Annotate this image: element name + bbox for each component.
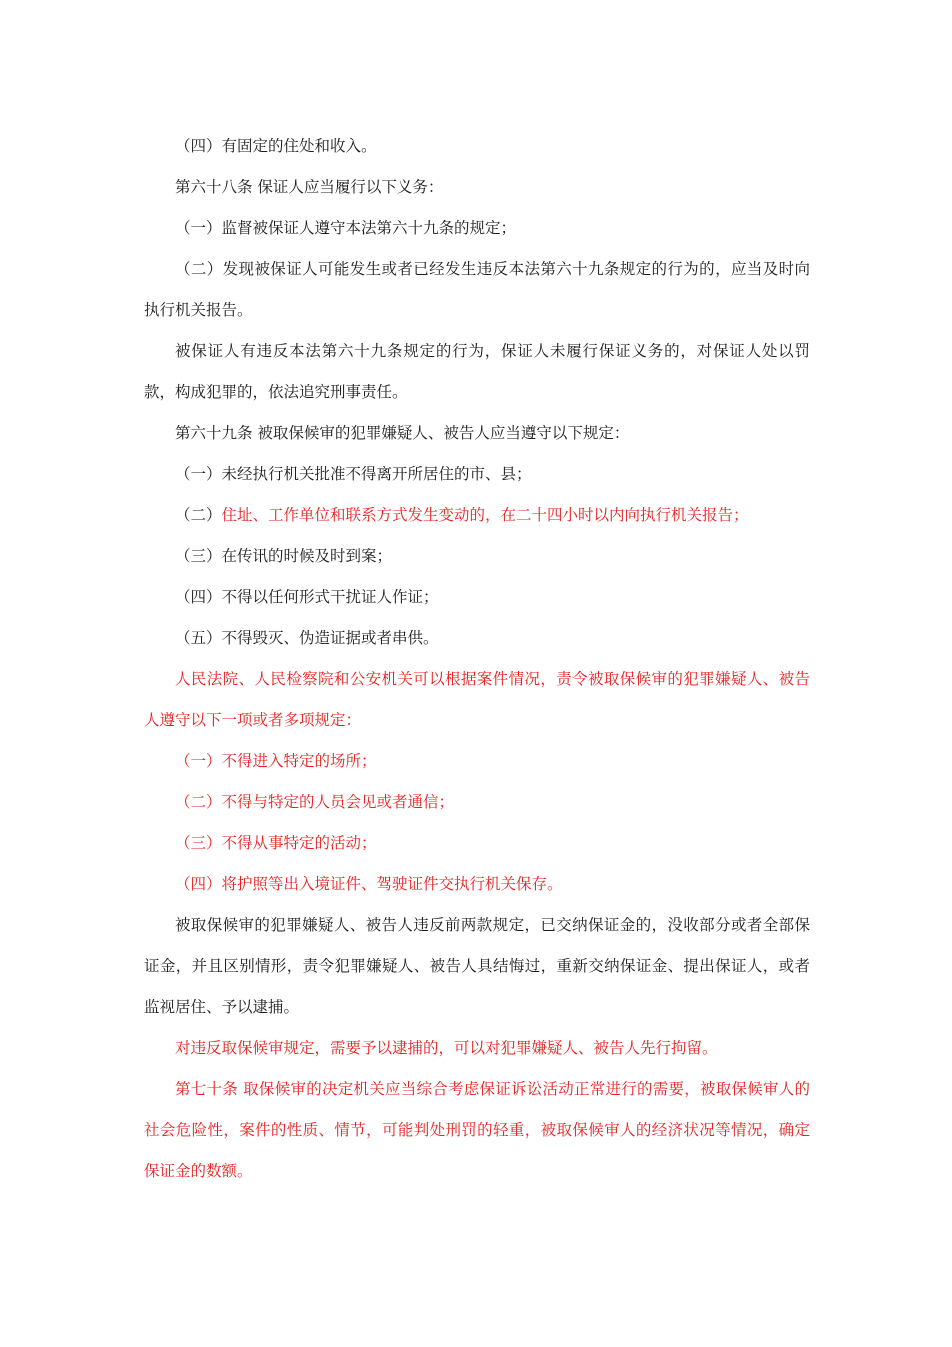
paragraph-item-4-residence [144, 126, 810, 167]
item-number: （二） [175, 506, 222, 524]
article-69-clause-4 [144, 1028, 810, 1069]
article-69-item-2 [144, 495, 810, 536]
article-69-item-3 [144, 536, 810, 577]
paragraph-text-highlighted: 对违反取保候审规定，需要予以逮捕的，可以对犯罪嫌疑人、被告人先行拘留。 [175, 1039, 718, 1057]
paragraph-text: 被取保候审的犯罪嫌疑人、被告人违反前两款规定，已交纳保证金的，没收部分或者全部保证金，并且区别情形，责令犯罪嫌疑人、被告人具结悔过，重新交纳保证金、提出保证人，或者监视居住、予以逮捕。 [144, 916, 810, 1016]
document-body [144, 126, 810, 1192]
article-70 [144, 1069, 810, 1192]
paragraph-text-highlighted: 住址、工作单位和联系方式发生变动的，在二十四小时以内向执行机关报告； [221, 506, 749, 524]
paragraph-text-highlighted: （二）不得与特定的人员会见或者通信； [175, 793, 455, 811]
article-69-clause-2-item-1 [144, 741, 810, 782]
article-68-item-1 [144, 208, 810, 249]
paragraph-text: 第六十八条 保证人应当履行以下义务： [175, 178, 444, 196]
paragraph-text: 被保证人有违反本法第六十九条规定的行为，保证人未履行保证义务的，对保证人处以罚款，构成犯罪的，依法追究刑事责任。 [144, 342, 810, 401]
article-69-item-5 [144, 618, 810, 659]
paragraph-text: （一）监督被保证人遵守本法第六十九条的规定； [175, 219, 517, 237]
paragraph-text: 第六十九条 被取保候审的犯罪嫌疑人、被告人应当遵守以下规定： [175, 424, 630, 442]
paragraph-text: （四）不得以任何形式干扰证人作证； [175, 588, 439, 606]
paragraph-text: （一）未经执行机关批准不得离开所居住的市、县； [175, 465, 532, 483]
article-68-item-2 [144, 249, 810, 331]
paragraph-text-highlighted: 人民法院、人民检察院和公安机关可以根据案件情况，责令被取保候审的犯罪嫌疑人、被告人遵守以下一项或者多项规定： [144, 670, 810, 729]
paragraph-text: （三）在传讯的时候及时到案； [175, 547, 393, 565]
paragraph-text-highlighted: （三）不得从事特定的活动； [175, 834, 377, 852]
paragraph-text-highlighted: 第七十条 取保候审的决定机关应当综合考虑保证诉讼活动正常进行的需要，被取保候审人的社会危险性，案件的性质、情节，可能判处刑罚的轻重，被取保候审人的经济状况等情况，确定保证金的数额。 [144, 1080, 810, 1180]
article-69-heading [144, 413, 810, 454]
article-68-heading [144, 167, 810, 208]
paragraph-text: （二）发现被保证人可能发生或者已经发生违反本法第六十九条规定的行为的，应当及时向执行机关报告。 [144, 260, 810, 319]
paragraph-text-highlighted: （一）不得进入特定的场所； [175, 752, 377, 770]
article-68-penalty [144, 331, 810, 413]
article-69-clause-3 [144, 905, 810, 1028]
article-69-clause-2-item-3 [144, 823, 810, 864]
paragraph-text: （四）有固定的住处和收入。 [175, 137, 377, 155]
paragraph-text-highlighted: （四）将护照等出入境证件、驾驶证件交执行机关保存。 [175, 875, 563, 893]
article-69-clause-2-item-4 [144, 864, 810, 905]
article-69-item-4 [144, 577, 810, 618]
paragraph-text: （五）不得毁灭、伪造证据或者串供。 [175, 629, 439, 647]
article-69-clause-2 [144, 659, 810, 741]
article-69-clause-2-item-2 [144, 782, 810, 823]
article-69-item-1 [144, 454, 810, 495]
